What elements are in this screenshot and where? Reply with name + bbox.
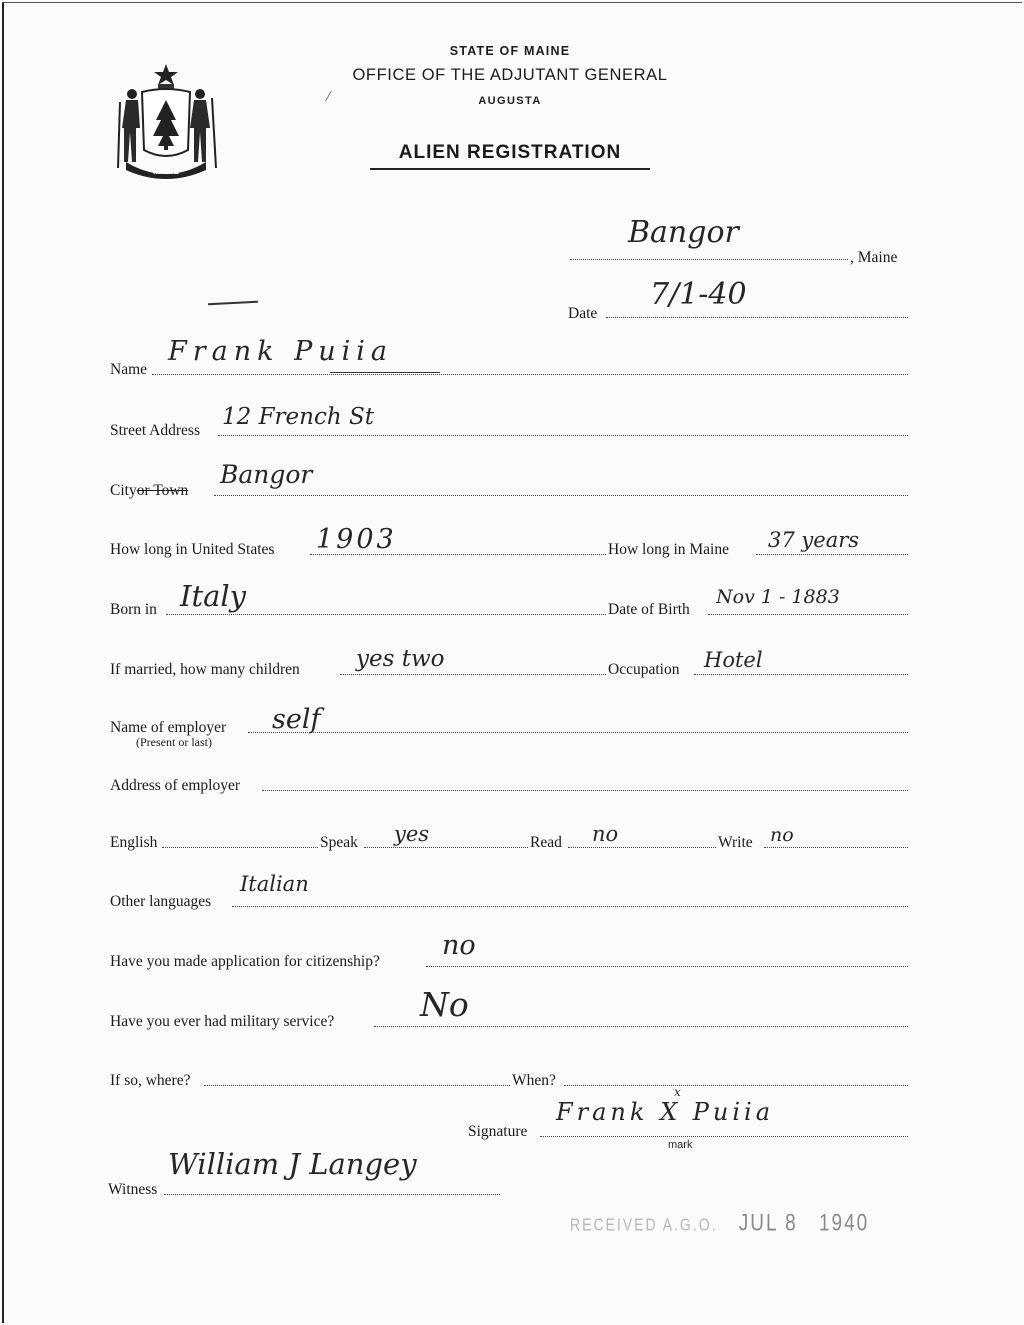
seal-motto-text: MAINE xyxy=(153,167,179,176)
state-heading: STATE OF MAINE xyxy=(449,44,571,58)
occupation-label: Occupation xyxy=(608,661,680,678)
children-value: yes two xyxy=(356,646,445,672)
read-value: no xyxy=(592,822,619,846)
street-address-value: 12 French St xyxy=(222,404,374,430)
place-value: Bangor xyxy=(628,215,739,250)
date-of-birth-line xyxy=(708,613,908,615)
other-languages-label: Other languages xyxy=(110,893,212,910)
maine-state-seal xyxy=(108,58,224,186)
stamp-year-text: 1940 xyxy=(818,1210,870,1237)
other-languages-line xyxy=(232,905,908,907)
date-value: 7/1-40 xyxy=(650,277,747,312)
date-label: Date xyxy=(568,305,598,322)
read-label: Read xyxy=(530,834,562,851)
citizenship-value: no xyxy=(442,930,476,961)
citizenship-label: Have you made application for citizenship? xyxy=(110,953,380,970)
name-line xyxy=(152,373,908,375)
speak-line xyxy=(364,846,528,848)
speak-value: yes xyxy=(394,822,430,846)
name-underline xyxy=(330,372,440,373)
struck-town-text: or Town xyxy=(136,482,189,499)
maine-duration-value: 37 years xyxy=(768,528,860,552)
when-line xyxy=(564,1084,908,1086)
where-label: If so, where? xyxy=(110,1072,191,1089)
city-heading: AUGUSTA xyxy=(478,95,542,107)
speak-label: Speak xyxy=(320,834,358,851)
employer-sublabel: (Present or last) xyxy=(136,735,212,749)
when-label: When? xyxy=(512,1072,556,1089)
born-in-line xyxy=(166,613,606,615)
employer-address-line xyxy=(262,789,908,791)
witness-label: Witness xyxy=(108,1181,158,1198)
employer-label: Name of employer xyxy=(110,719,227,736)
write-line xyxy=(764,846,908,848)
city-line xyxy=(214,494,908,496)
signature-value: Frank X Puiia xyxy=(556,1098,775,1126)
employer-address-label: Address of employer xyxy=(110,777,240,794)
born-in-label: Born in xyxy=(110,601,157,618)
maine-suffix: , Maine xyxy=(850,249,898,266)
maine-duration-label: How long in Maine xyxy=(608,541,729,558)
where-line xyxy=(204,1084,510,1086)
city-label-text: City xyxy=(110,482,137,499)
street-address-line xyxy=(218,434,908,436)
name-value: Frank Puiia xyxy=(168,336,393,367)
place-line xyxy=(570,258,848,260)
read-line xyxy=(568,846,716,848)
english-line xyxy=(162,846,318,848)
military-label: Have you ever had military service? xyxy=(110,1013,335,1030)
stamp-date-text: JUL 8 xyxy=(738,1210,798,1237)
stamp-received-text: RECEIVED A.G.O. xyxy=(570,1214,718,1234)
write-label: Write xyxy=(718,834,753,851)
employer-value: self xyxy=(272,704,321,735)
born-in-value: Italy xyxy=(180,579,247,613)
signature-label: Signature xyxy=(468,1123,528,1140)
received-date-stamp xyxy=(570,1210,869,1238)
occupation-value: Hotel xyxy=(704,648,763,672)
children-line xyxy=(340,673,606,675)
form-title: ALIEN REGISTRATION xyxy=(370,142,650,170)
witness-signature: William J Langey xyxy=(168,1147,417,1181)
us-duration-value: 1903 xyxy=(316,524,397,555)
city-label xyxy=(110,483,188,499)
military-line xyxy=(374,1025,908,1027)
pencil-tick-mark: / xyxy=(324,87,333,106)
children-label: If married, how many children xyxy=(110,661,300,678)
signature-mark-note: x xyxy=(674,1085,681,1099)
witness-line xyxy=(164,1193,500,1195)
employer-line xyxy=(248,731,908,733)
office-heading: OFFICE OF THE ADJUTANT GENERAL xyxy=(352,66,668,84)
maine-duration-line xyxy=(756,553,908,555)
signature-line xyxy=(540,1135,908,1137)
street-address-label: Street Address xyxy=(110,422,200,439)
name-label: Name xyxy=(110,361,148,378)
date-of-birth-label: Date of Birth xyxy=(608,601,690,618)
military-value: No xyxy=(420,985,469,1024)
date-line xyxy=(606,316,908,318)
english-label: English xyxy=(110,834,158,851)
city-value: Bangor xyxy=(220,460,313,489)
date-of-birth-value: Nov 1 - 1883 xyxy=(716,586,840,608)
us-duration-label: How long in United States xyxy=(110,541,275,558)
write-value: no xyxy=(770,824,794,846)
occupation-line xyxy=(694,673,908,675)
citizenship-line xyxy=(426,965,908,967)
other-languages-value: Italian xyxy=(240,872,309,896)
signature-mark-caption: mark xyxy=(668,1139,693,1151)
